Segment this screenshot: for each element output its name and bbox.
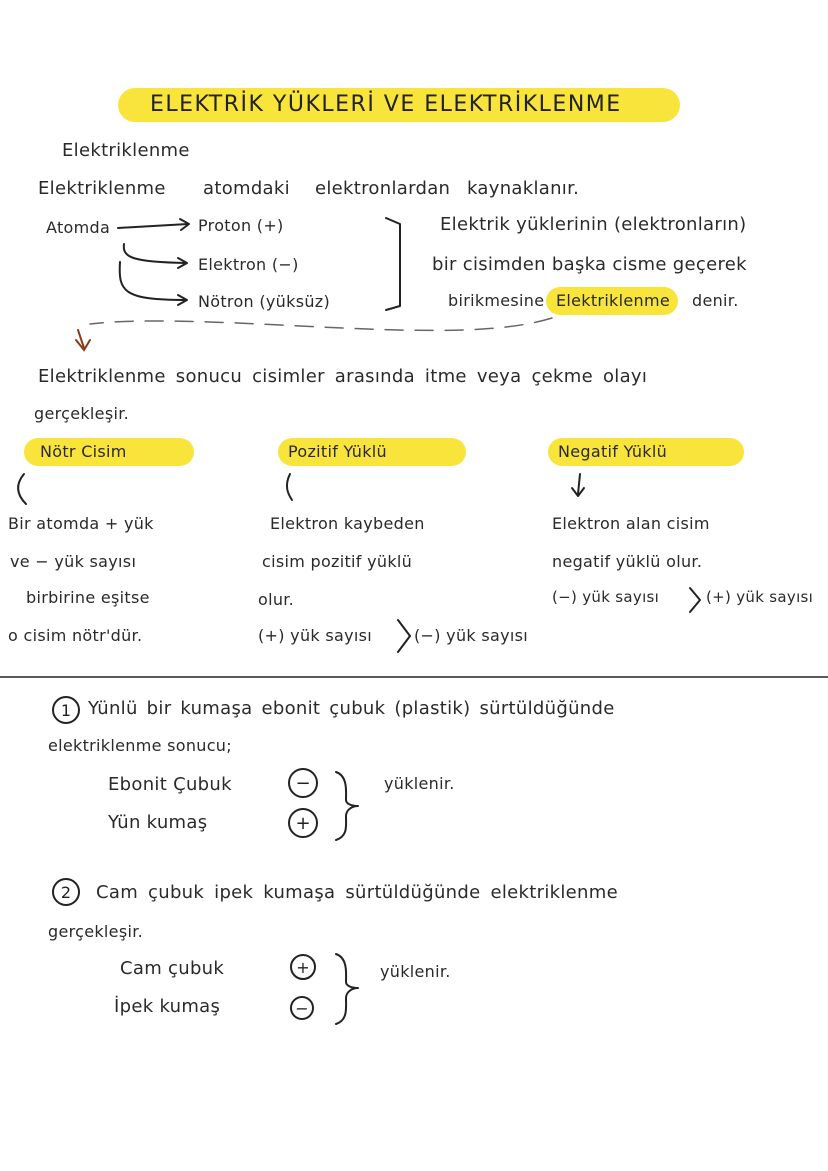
intro-word-2: atomdaki [203,178,290,199]
neutral-line-4: o cisim nötr'dür. [8,626,143,645]
neutral-line-2: ve − yük sayısı [10,552,137,571]
positive-title: Pozitif Yüklü [288,442,387,461]
arrow-to-electron [124,244,186,263]
example-2-result: yüklenir. [380,962,451,981]
negative-title: Negatif Yüklü [558,442,668,461]
example-1-item-2: Yün kumaş [108,812,208,833]
negative-line-1: Elektron alan cisim [552,514,710,533]
example-2-brace [336,954,358,1024]
positive-line-1: Elektron kaybeden [270,514,425,533]
example-2-item-1: Cam çubuk [120,958,225,979]
particle-electron: Elektron (−) [198,255,299,274]
neutral-line-3: birbirine eşitse [26,588,150,607]
dashed-link-arrow-head [76,340,90,350]
intro-word-3: elektronlardan [315,178,451,199]
example-1-item-1: Ebonit Çubuk [108,774,232,795]
definition-line-3-term: Elektriklenme [556,291,670,310]
result-line-2: gerçekleşir. [34,404,129,423]
arrow-to-proton [118,224,188,228]
particles-bracket [386,218,400,310]
arrow-to-electron-head [178,258,187,268]
neutral-down-arrow [18,474,26,504]
dashed-link-arrow [78,330,84,348]
positive-down-arrow [287,474,292,500]
atom-label: Atomda [46,218,111,237]
example-1-result: yüklenir. [384,774,455,793]
particle-proton: Proton (+) [198,216,284,235]
negative-greater-than [690,588,700,612]
negative-down-arrow-head [572,488,584,496]
example-2-sign-2: − [290,996,314,1020]
definition-line-2: bir cisimden başka cisme geçerek [432,254,747,275]
definition-line-1: Elektrik yüklerinin (elektronların) [440,214,747,235]
dashed-link [90,318,552,330]
page-title: ELEKTRİK YÜKLERİ VE ELEKTRİKLENME [150,92,622,117]
definition-line-3-suffix: denir. [692,291,739,310]
example-1-sign-1: − [288,768,318,798]
particle-neutron: Nötron (yüksüz) [198,292,331,311]
positive-greater-than [398,620,410,652]
negative-line-2: negatif yüklü olur. [552,552,703,571]
arrow-to-neutron [120,262,186,300]
neutral-title: Nötr Cisim [40,442,127,461]
arrow-to-neutron-head [178,295,187,305]
result-line-1: Elektriklenme sonucu cisimler arasında itme veya çekme olayı [38,366,648,387]
example-1-line-2: elektriklenme sonucu; [48,736,232,755]
section-heading: Elektriklenme [62,140,190,161]
example-1-brace [336,772,358,840]
example-2-line-2: gerçekleşir. [48,922,143,941]
example-1-number: 1 [52,696,80,724]
example-1-line-1: Yünlü bir kumaşa ebonit çubuk (plastik) sürtüldüğünde [88,698,615,719]
negative-down-arrow [578,474,580,494]
example-2-line-1: Cam çubuk ipek kumaşa sürtüldüğünde elektriklenme [96,882,618,903]
definition-line-3-prefix: birikmesine [448,291,545,310]
positive-line-2: cisim pozitif yüklü [262,552,413,571]
neutral-line-1: Bir atomda + yük [8,514,154,533]
example-2-sign-1: + [290,954,316,980]
positive-relation-left: (+) yük sayısı [258,626,372,645]
arrow-to-proton-head [180,219,189,230]
example-2-item-2: İpek kumaş [114,996,221,1017]
example-1-sign-2: + [288,808,318,838]
positive-line-3: olur. [258,590,295,609]
negative-relation-right: (+) yük sayısı [706,588,814,606]
intro-word-4: kaynaklanır. [467,178,580,199]
intro-word-1: Elektriklenme [38,178,166,199]
positive-relation-right: (−) yük sayısı [414,626,528,645]
negative-relation-left: (−) yük sayısı [552,588,660,606]
example-2-number: 2 [52,878,80,906]
